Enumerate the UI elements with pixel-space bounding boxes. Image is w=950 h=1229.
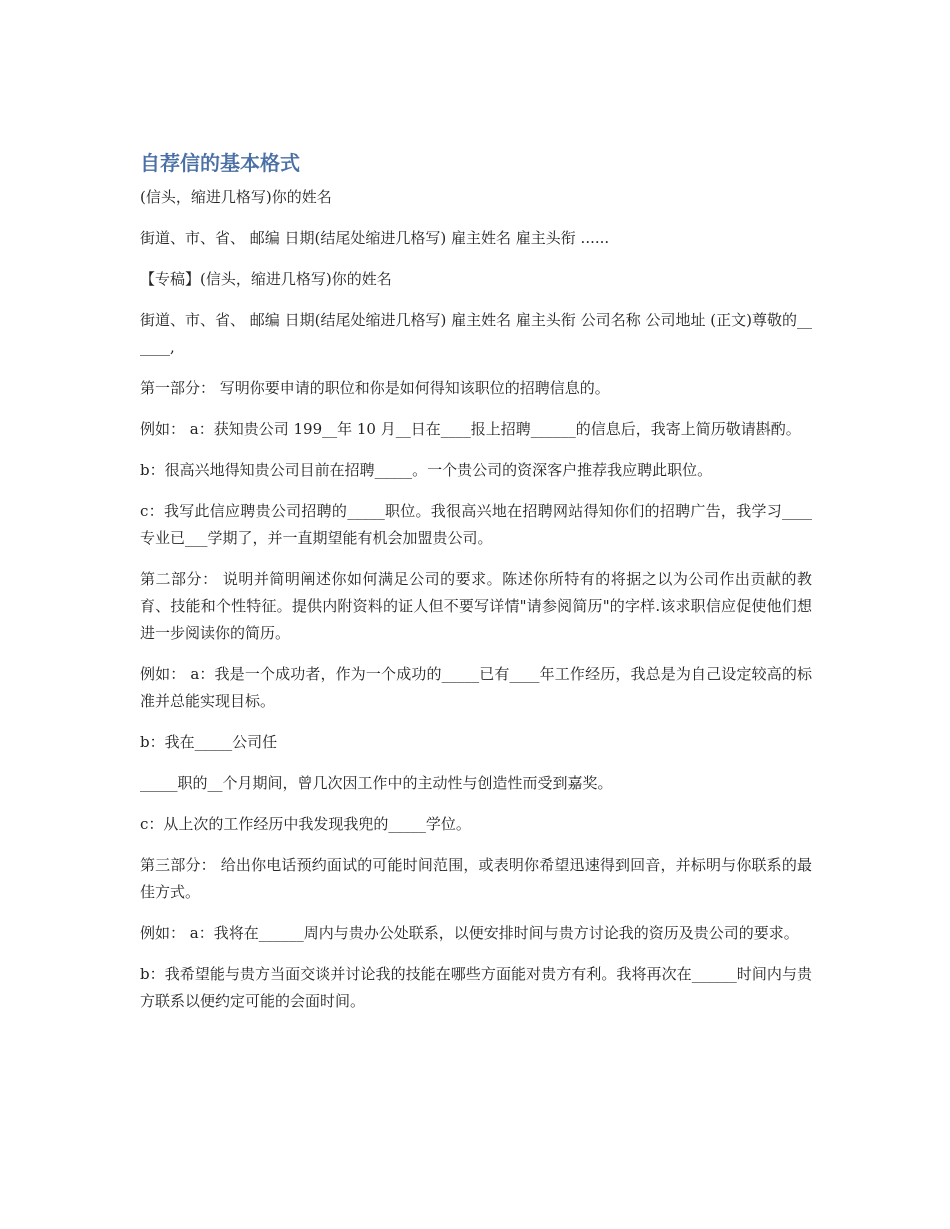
paragraph-letterhead-special: 【专稿】(信头，缩进几格写)你的姓名 — [140, 270, 392, 288]
paragraph-example-2b: b：我在_____公司任 — [140, 733, 278, 751]
paragraph-example-1b: b：很高兴地得知贵公司目前在招聘_____。一个贵公司的资深客户推荐我应聘此职位。 — [140, 461, 713, 479]
document-page — [140, 148, 812, 1029]
paragraph-part-one: 第一部分： 写明你要申请的职位和你是如何得知该职位的招聘信息的。 — [140, 379, 610, 397]
paragraph-address-full: 街道、市、省、 邮编 日期(结尾处缩进几格写) 雇主姓名 雇主头衔 公司名称 公司地址 (正文)尊敬的______, — [140, 311, 812, 356]
paragraph-example-3a: 例如： a：我将在______周内与贵办公处联系，以便安排时间与贵方讨论我的资历及贵公司的要求。 — [140, 924, 799, 942]
paragraph-example-2c: c：从上次的工作经历中我发现我兜的_____学位。 — [140, 815, 471, 833]
paragraph-example-2a: 例如： a：我是一个成功者，作为一个成功的_____已有____年工作经历，我总是为自己设定较高的标准并总能实现目标。 — [140, 665, 812, 710]
paragraph-part-three: 第三部分： 给出你电话预约面试的可能时间范围，或表明你希望迅速得到回音，并标明与你联系的最佳方式。 — [140, 856, 812, 901]
paragraph-example-3b: b：我希望能与贵方当面交谈并讨论我的技能在哪些方面能对贵方有利。我将再次在______时间内与贵方联系以便约定可能的会面时间。 — [140, 965, 812, 1010]
paragraph-letterhead: (信头，缩进几格写)你的姓名 — [140, 188, 332, 206]
document-title: 自荐信的基本格式 — [140, 151, 300, 175]
paragraph-example-1a: 例如： a：获知贵公司 199__年 10 月__日在____报上招聘______的信息后，我寄上简历敬请斟酌。 — [140, 420, 801, 438]
paragraph-part-two: 第二部分： 说明并简明阐述你如何满足公司的要求。陈述你所特有的将据之以为公司作出贡献的教育、技能和个性特征。提供内附资料的证人但不要写详情"请参阅简历"的字样.该求职信应促使他们想进一步阅读你的简历。 — [140, 570, 812, 642]
paragraph-example-2b-cont: _____职的__个月期间，曾几次因工作中的主动性与创造性而受到嘉奖。 — [140, 774, 613, 792]
paragraph-address: 街道、市、省、 邮编 日期(结尾处缩进几格写) 雇主姓名 雇主头衔 ...... — [140, 229, 610, 247]
paragraph-example-1c: c：我写此信应聘贵公司招聘的_____职位。我很高兴地在招聘网站得知你们的招聘广告，我学习____专业已___学期了，并一直期望能有机会加盟贵公司。 — [140, 502, 812, 547]
